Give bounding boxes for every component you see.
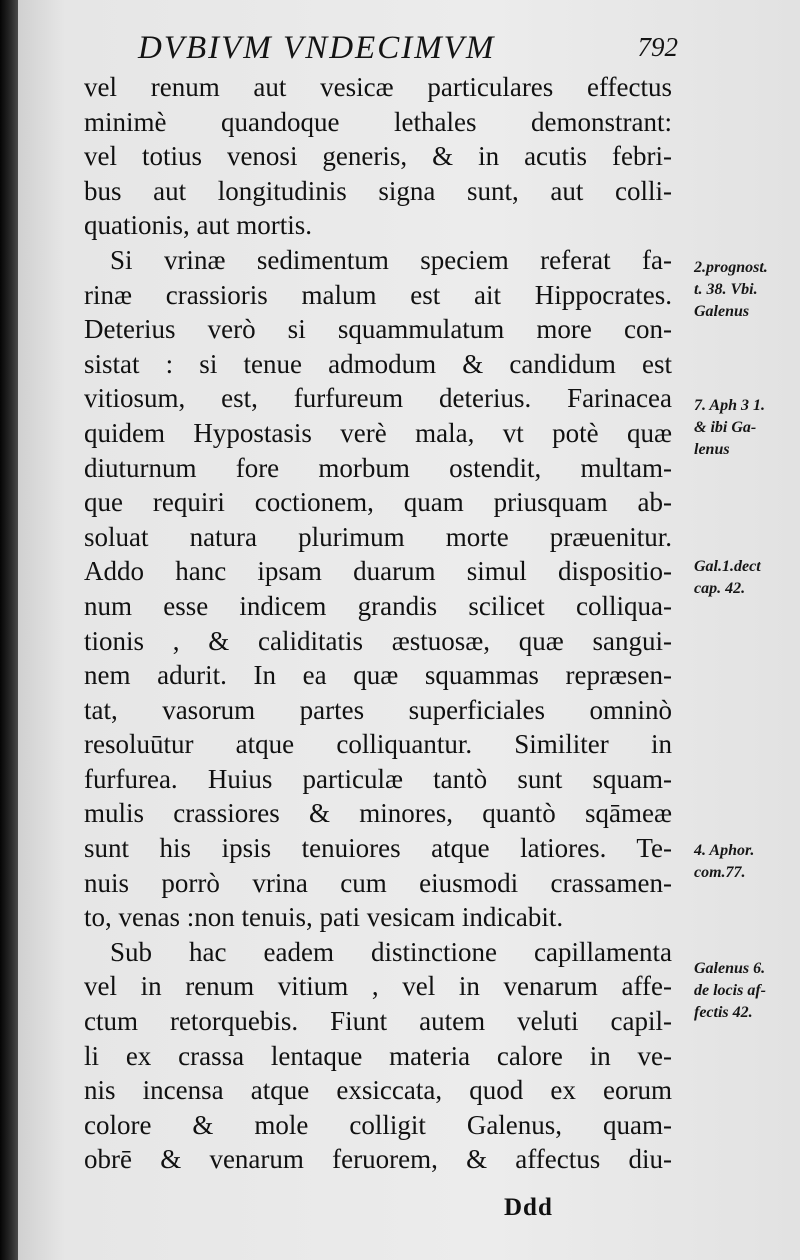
margin-note-line: t. 38. Vbi. [694,281,758,298]
text-line: sistat : si tenue admodum & candidum est [84,348,672,379]
text-line: quidem Hypostasis verè mala, vt potè quæ [84,417,672,448]
text-line: tionis , & caliditatis æstuosæ, quæ sangui- [84,625,672,656]
text-line: num esse indicem grandis scilicet colliqua- [84,590,672,621]
margin-note-4 [694,840,800,884]
page-binding-edge [0,0,18,1260]
text-line: vel renum aut vesicæ particulares effectus [84,72,672,102]
text-line: diuturnum fore morbum ostendit, multam- [84,452,672,483]
book-page [18,0,800,1260]
margin-note-5 [694,958,800,1024]
margin-note-line: Galenus 6. [694,960,766,977]
text-line: colore & mole colligit Galenus, quam- [84,1109,672,1140]
text-line: sunt his ipsis tenuiores atque latiores. Te- [84,833,672,864]
page-number: 792 [637,32,678,62]
text-line: Addo hanc ipsam duarum simul dispositio- [84,556,672,587]
text-line: rinæ crassioris malum est ait Hippocrates. [84,279,672,310]
text-line: vel totius venosi generis, & in acutis febri- [84,141,672,172]
text-line: mulis crassiores & minores, quantò sqāmeæ [84,798,672,829]
text-line: Sub hac eadem distinctione capillamenta [110,936,672,967]
text-line: Deterius verò si squammulatum more con- [84,314,672,345]
text-line: resoluūtur atque colliquantur. Similiter in [84,729,672,760]
page-header [118,30,678,70]
margin-note-line: 4. Aphor. [694,842,755,859]
text-line: nem adurit. In ea quæ squammas repræsen- [84,660,672,691]
text-line: tat, vasorum partes superficiales omninò [84,694,672,725]
margin-note-2 [694,395,800,461]
margin-note-line: 2.prognost. [694,259,768,276]
margin-note-line: 7. Aph 3 1. [694,397,765,414]
text-line: que requiri coctionem, quam priusquam ab- [84,487,672,518]
margin-note-line: lenus [694,441,730,458]
running-title: DVBIVM VNDECIMVM [138,30,496,66]
text-line: quationis, aut mortis. [84,210,312,241]
text-line: nis incensa atque exsiccata, quod ex eorum [84,1075,672,1106]
margin-note-line: fectis 42. [694,1004,753,1021]
text-line: nuis porrò vrina cum eiusmodi crassamen- [84,867,672,898]
text-line: ctum retorquebis. Fiunt autem veluti capil- [84,1006,672,1037]
text-line: vel in renum vitium , vel in venarum affe- [84,971,672,1002]
margin-note-3 [694,556,800,600]
signature-mark: Ddd [504,1194,553,1221]
margin-note-line: com.77. [694,864,746,881]
margin-note-line: cap. 42. [694,580,746,597]
text-line: obrē & venarum feruorem, & affectus diu- [84,1144,672,1175]
body-text [84,70,672,1177]
text-line: li ex crassa lentaque materia calore in ve- [84,1040,672,1071]
text-line: soluat natura plurimum morte præuenitur. [84,521,672,552]
text-line: to, venas :non tenuis, pati vesicam indicabit. [84,902,564,933]
text-line: bus aut longitudinis signa sunt, aut colli- [84,175,672,206]
margin-note-1 [694,257,800,323]
margin-note-line: Gal.1.dect [694,558,761,575]
margin-note-line: Galenus [694,303,750,320]
text-line: furfurea. Huius particulæ tantò sunt squam- [84,763,672,794]
text-line: vitiosum, est, furfureum deterius. Farinacea [84,383,672,414]
text-line: minimè quandoque lethales demonstrant: [84,106,672,137]
text-line: Si vrinæ sedimentum speciem referat fa- [110,244,672,275]
margin-note-line: de locis af- [694,982,766,999]
margin-note-line: & ibi Ga- [694,419,757,436]
